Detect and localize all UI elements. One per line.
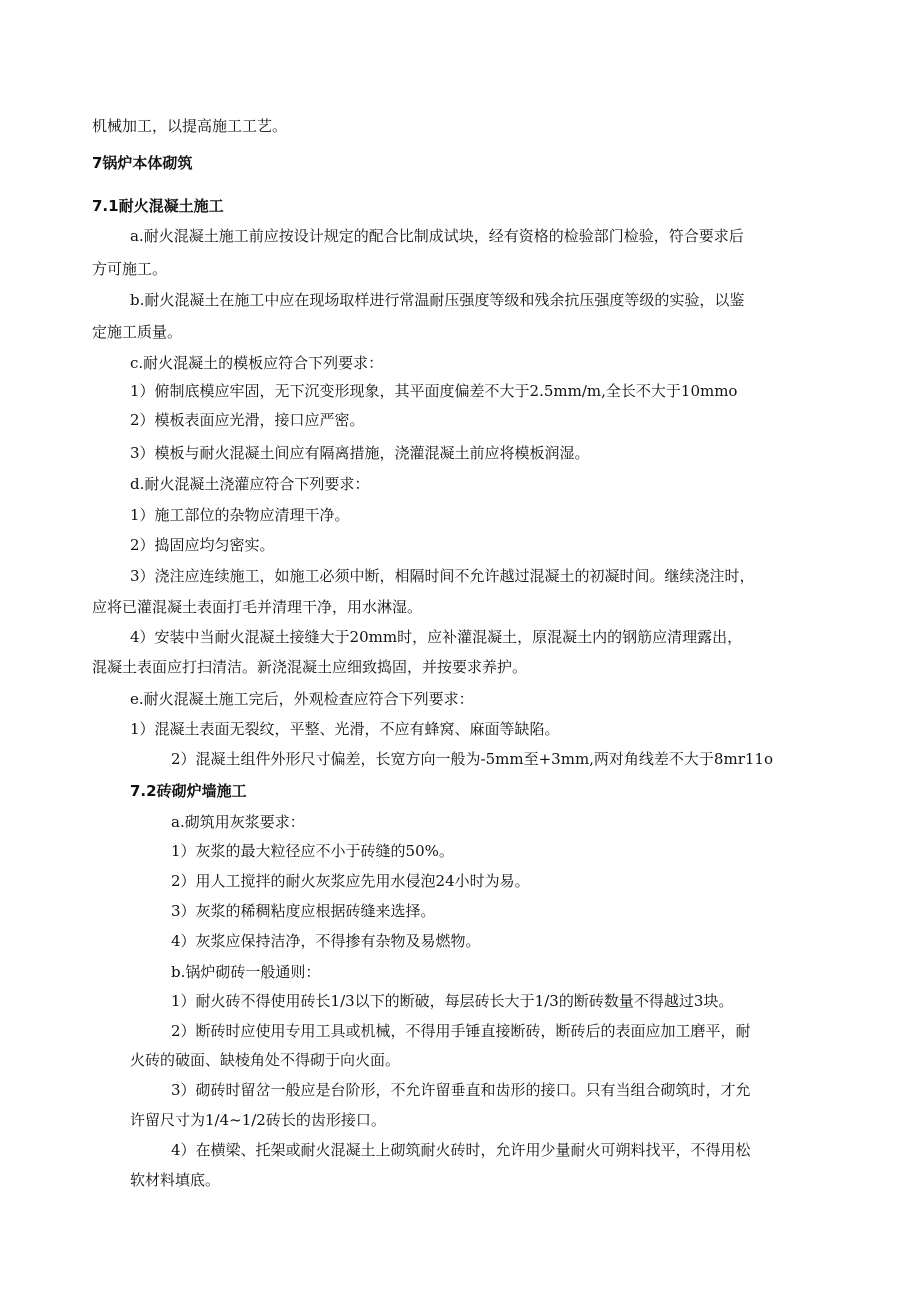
text-line: 软材料填底。 — [130, 1171, 221, 1189]
text-line: 2）混凝土组件外形尺寸偏差，长宽方向一般为-5mm至+3mm,两对角线差不大于8mr11o — [171, 750, 773, 768]
text-line: b.耐火混凝土在施工中应在现场取样进行常温耐压强度等级和残余抗压强度等级的实验，以鉴 — [130, 291, 745, 309]
text-line: 1）灰浆的最大粒径应不小于砖缝的50%。 — [171, 842, 454, 860]
text-line: 1）混凝土表面无裂纹，平整、光滑，不应有蜂窝、麻面等缺陷。 — [130, 720, 560, 738]
text-line: 定施工质量。 — [92, 323, 183, 341]
text-line: 混凝土表面应打扫清洁。新浇混凝土应细致捣固，并按要求养护。 — [92, 658, 528, 676]
text-line: d.耐火混凝土浇灌应符合下列要求： — [130, 475, 370, 493]
subsection-heading: 7.2砖砌炉墙施工 — [130, 782, 247, 800]
subsection-heading: 7.1耐火混凝土施工 — [92, 197, 224, 215]
text-line: 方可施工。 — [92, 260, 168, 278]
text-line: b.锅炉砌砖一般通则： — [171, 963, 321, 981]
text-line: 3）砌砖时留岔一般应是台阶形，不允许留垂直和齿形的接口。只有当组合砌筑时，才允 — [171, 1081, 751, 1099]
text-line: 4）灰浆应保持洁净，不得掺有杂物及易燃物。 — [171, 932, 481, 950]
text-line: 火砖的破面、缺棱角处不得砌于向火面。 — [130, 1051, 401, 1069]
text-line: a.砌筑用灰浆要求： — [171, 813, 305, 831]
text-line: e.耐火混凝土施工完后，外观检查应符合下列要求： — [130, 690, 474, 708]
text-line: 2）捣固应均匀密实。 — [130, 536, 275, 554]
text-line: 3）灰浆的稀稠粘度应根据砖缝来选择。 — [171, 902, 436, 920]
text-line: 许留尺寸为1∕4~1∕2砖长的齿形接口。 — [130, 1111, 386, 1129]
text-line: 4）安装中当耐火混凝土接缝大于20mm时，应补灌混凝土，原混凝土内的钢筋应清理露出， — [130, 628, 743, 646]
text-line: 4）在横梁、托架或耐火混凝土上砌筑耐火砖时，允许用少量耐火可朔料找平，不得用松 — [171, 1141, 751, 1159]
text-line: 1）施工部位的杂物应清理干净。 — [130, 506, 350, 524]
text-line: c.耐火混凝土的模板应符合下列要求： — [130, 354, 384, 372]
text-line: 应将已灌混凝土表面打毛并清理干净，用水淋湿。 — [92, 598, 423, 616]
text-line: 2）模板表面应光滑，接口应严密。 — [130, 411, 365, 429]
text-line: a.耐火混凝土施工前应按设计规定的配合比制成试块，经有资格的检验部门检验，符合要求后 — [130, 227, 744, 245]
section-heading: 7锅炉本体砌筑 — [92, 154, 193, 172]
text-line: 1）耐火砖不得使用砖长1/3以下的断破，每层砖长大于1/3的断砖数量不得越过3块。 — [171, 992, 734, 1010]
text-line: 3）浇注应连续施工，如施工必须中断，相隔时间不允许越过混凝土的初凝时间。继续浇注时， — [130, 567, 755, 585]
text-line: 2）断砖时应使用专用工具或机械，不得用手锤直接断砖，断砖后的表面应加工磨平，耐 — [171, 1022, 751, 1040]
text-line: 1）俯制底模应牢固，无下沉变形现象，其平面度偏差不大于2.5mm∕m,全长不大于10mmo — [130, 382, 738, 400]
text-line: 机械加工，以提高施工工艺。 — [92, 117, 288, 135]
text-line: 3）模板与耐火混凝土间应有隔离措施，浇灌混凝土前应将模板润湿。 — [130, 444, 590, 462]
text-line: 2）用人工搅拌的耐火灰浆应先用水侵泡24小时为易。 — [171, 872, 530, 890]
